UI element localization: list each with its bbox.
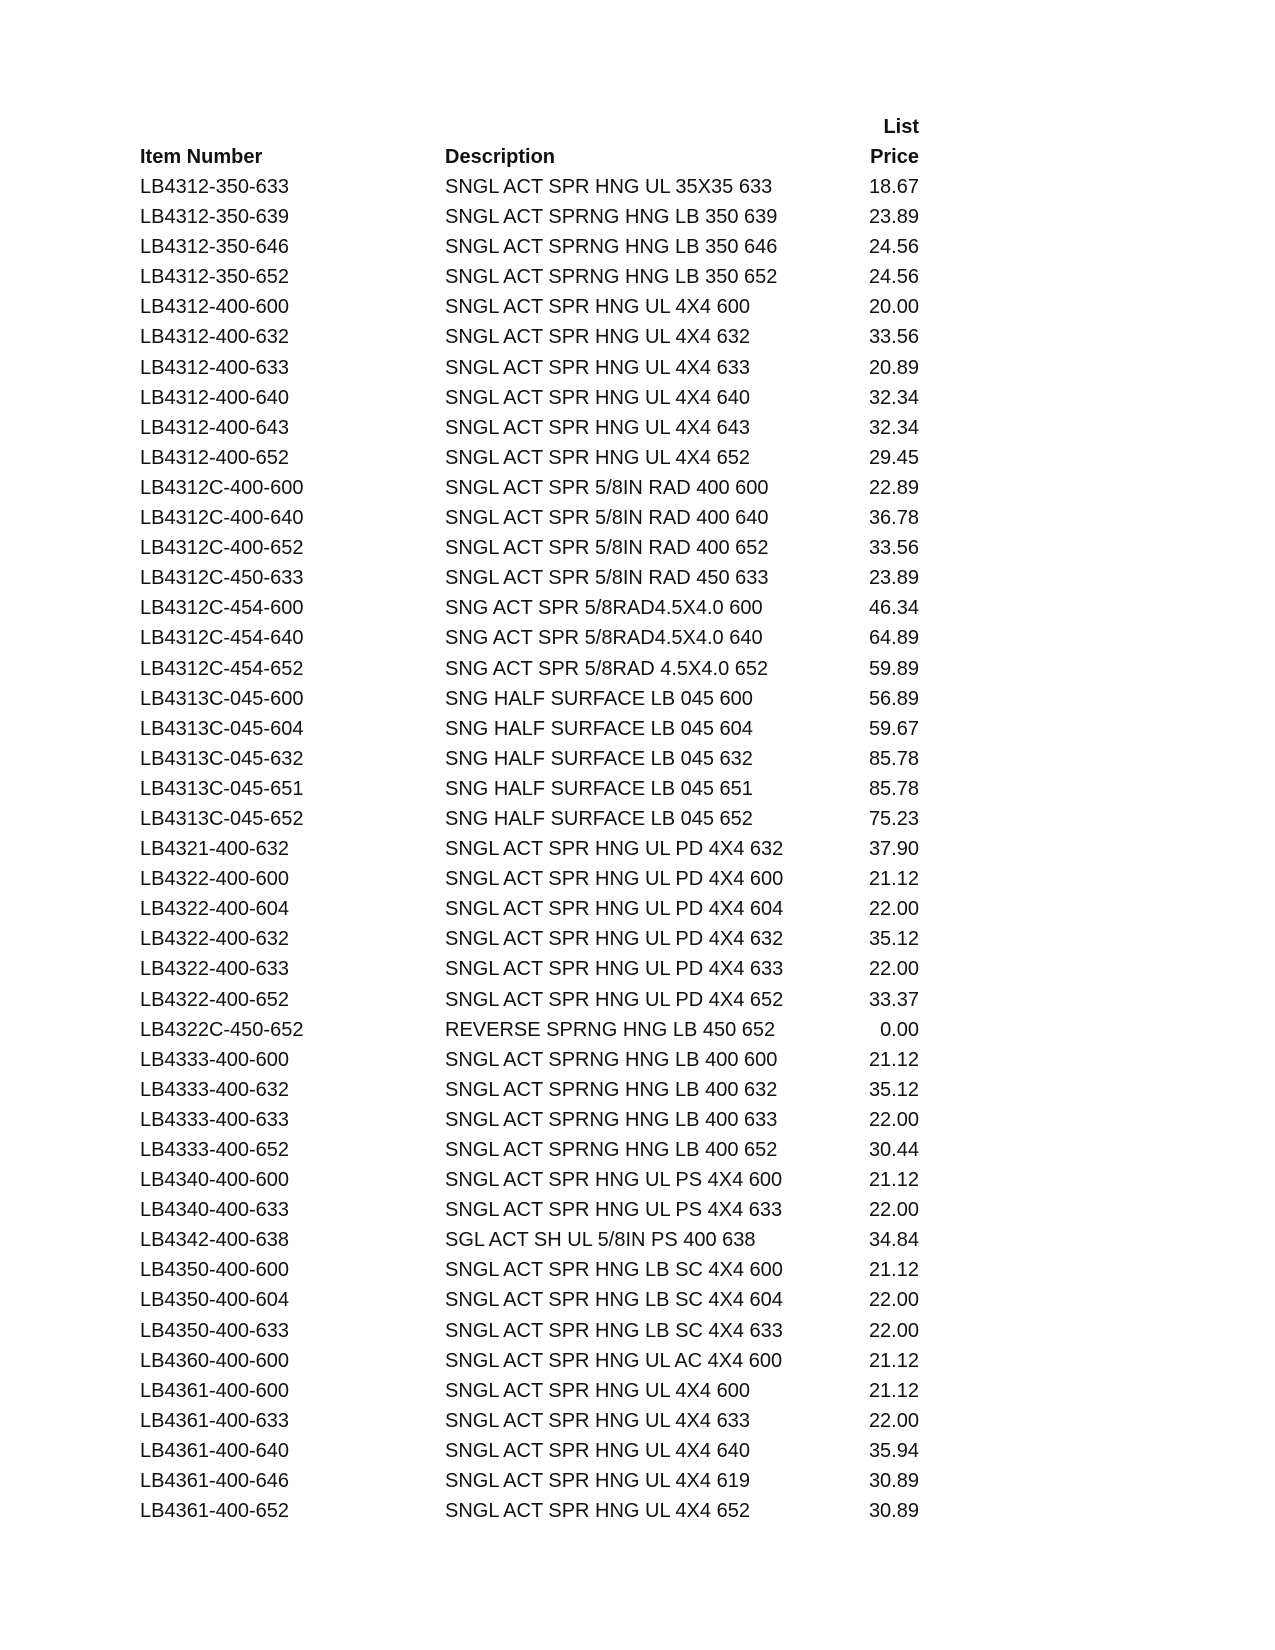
- item-number-cell: LB4312C-454-640: [140, 627, 304, 650]
- item-number-cell: LB4312-350-633: [140, 176, 290, 198]
- list-price-cell: 22.00: [868, 1108, 919, 1131]
- table-row: [0, 1135, 1275, 1165]
- header-list-price-line1: List: [883, 116, 919, 138]
- description-cell: SNGL ACT SPR HNG UL PD 4X4 633: [445, 958, 784, 981]
- item-number-cell: LB4322-400-632: [140, 928, 290, 951]
- list-price-cell: 32.34: [868, 416, 919, 439]
- item-number-cell: LB4312C-400-652: [140, 537, 304, 560]
- description-cell: SNGL ACT SPR HNG LB SC 4X4 633: [445, 1319, 783, 1342]
- description-cell: SNG ACT SPR 5/8RAD 4.5X4.0 652: [445, 657, 769, 680]
- item-number-cell: LB4312C-450-633: [140, 567, 304, 590]
- item-number-cell: LB4361-400-640: [140, 1439, 290, 1462]
- table-row: [0, 172, 1275, 202]
- item-number-cell: LB4313C-045-604: [140, 717, 304, 740]
- list-price-cell: 33.56: [868, 326, 919, 349]
- table-row: [0, 834, 1275, 864]
- table-row: [0, 383, 1275, 413]
- table-row: [0, 804, 1275, 834]
- table-row: [0, 1045, 1275, 1075]
- table-row: [0, 1466, 1275, 1496]
- table-row: [0, 1436, 1275, 1466]
- list-price-cell: 37.90: [868, 838, 919, 861]
- item-number-cell: LB4361-400-633: [140, 1409, 290, 1432]
- table-row: [0, 654, 1275, 684]
- table-row: [0, 1195, 1275, 1225]
- list-price-cell: 35.12: [868, 1078, 919, 1101]
- table-row: [0, 353, 1275, 383]
- item-number-cell: LB4350-400-633: [140, 1319, 290, 1342]
- table-row: [0, 322, 1275, 352]
- item-number-cell: LB4333-400-600: [140, 1048, 290, 1071]
- table-header: [0, 110, 1275, 172]
- list-price-cell: 18.67: [868, 176, 919, 198]
- description-cell: SNGL ACT SPRNG HNG LB 400 632: [445, 1078, 778, 1101]
- description-cell: SNGL ACT SPR HNG LB SC 4X4 600: [445, 1259, 783, 1282]
- list-price-cell: 24.56: [868, 266, 919, 289]
- table-row: [0, 503, 1275, 533]
- item-number-cell: LB4361-400-646: [140, 1470, 290, 1493]
- list-price-cell: 33.56: [868, 537, 919, 560]
- list-price-cell: 0.00: [880, 1018, 919, 1041]
- table-row: [0, 924, 1275, 954]
- description-cell: SNGL ACT SPRNG HNG LB 400 600: [445, 1048, 778, 1071]
- item-number-cell: LB4313C-045-652: [140, 807, 304, 830]
- table-row: [0, 1225, 1275, 1255]
- list-price-cell: 64.89: [868, 627, 919, 650]
- item-number-cell: LB4312C-400-640: [140, 507, 304, 530]
- item-number-cell: LB4312-400-633: [140, 356, 290, 379]
- header-description: Description: [445, 146, 556, 168]
- description-cell: SNGL ACT SPR HNG UL 4X4 652: [445, 446, 750, 469]
- list-price-cell: 34.84: [868, 1229, 919, 1252]
- list-price-cell: 20.89: [868, 356, 919, 379]
- description-cell: SNGL ACT SPR HNG UL PS 4X4 600: [445, 1169, 783, 1192]
- item-number-cell: LB4333-400-652: [140, 1139, 290, 1161]
- header-item-number: Item Number: [140, 146, 263, 168]
- list-price-cell: 22.00: [868, 1199, 919, 1222]
- list-price-cell: 29.45: [868, 446, 919, 469]
- item-number-cell: LB4322-400-652: [140, 988, 290, 1011]
- list-price-cell: 59.67: [868, 717, 919, 740]
- list-price-cell: 22.00: [868, 898, 919, 921]
- list-price-cell: 22.00: [868, 1319, 919, 1342]
- description-cell: SNGL ACT SPRNG HNG LB 400 633: [445, 1108, 778, 1131]
- table-row: [0, 1406, 1275, 1436]
- item-number-cell: LB4312-400-643: [140, 416, 290, 439]
- list-price-cell: 85.78: [868, 777, 919, 800]
- table-row: [0, 1165, 1275, 1195]
- description-cell: SNGL ACT SPR HNG UL 4X4 633: [445, 1409, 750, 1432]
- table-row: [0, 1285, 1275, 1315]
- table-row: [0, 684, 1275, 714]
- item-number-cell: LB4322-400-633: [140, 958, 290, 981]
- description-cell: SNGL ACT SPR HNG UL PD 4X4 632: [445, 928, 784, 951]
- description-cell: SNGL ACT SPRNG HNG LB 350 646: [445, 236, 778, 259]
- item-number-cell: LB4360-400-600: [140, 1349, 290, 1372]
- description-cell: SNGL ACT SPR HNG UL PD 4X4 632: [445, 838, 784, 861]
- table-row: [0, 714, 1275, 744]
- table-row: [0, 864, 1275, 894]
- table-row: [0, 985, 1275, 1015]
- list-price-cell: 32.34: [868, 386, 919, 409]
- list-price-cell: 21.12: [868, 1169, 919, 1192]
- table-row: [0, 623, 1275, 653]
- list-price-cell: 22.00: [868, 1289, 919, 1312]
- list-price-cell: 33.37: [868, 988, 919, 1011]
- list-price-cell: 22.00: [868, 958, 919, 981]
- table-body: [0, 172, 1275, 1526]
- item-number-cell: LB4333-400-632: [140, 1078, 290, 1101]
- list-price-cell: 22.89: [868, 476, 919, 499]
- description-cell: REVERSE SPRNG HNG LB 450 652: [445, 1018, 776, 1041]
- item-number-cell: LB4312-350-646: [140, 236, 290, 259]
- table-row: [0, 1496, 1275, 1526]
- table-row: [0, 1376, 1275, 1406]
- description-cell: SNGL ACT SPR HNG UL 35X35 633: [445, 176, 773, 198]
- item-number-cell: LB4350-400-604: [140, 1289, 290, 1312]
- list-price-cell: 21.12: [868, 1048, 919, 1071]
- item-number-cell: LB4322-400-600: [140, 868, 290, 891]
- list-price-cell: 30.44: [868, 1139, 919, 1161]
- list-price-cell: 85.78: [868, 747, 919, 770]
- list-price-cell: 30.89: [868, 1470, 919, 1493]
- header-list-price-line2: Price: [870, 146, 919, 168]
- item-number-cell: LB4333-400-633: [140, 1108, 290, 1131]
- item-number-cell: LB4312-400-640: [140, 386, 290, 409]
- description-cell: SNGL ACT SPR 5/8IN RAD 450 633: [445, 567, 769, 590]
- description-cell: SNG HALF SURFACE LB 045 604: [445, 717, 753, 740]
- list-price-cell: 21.12: [868, 1379, 919, 1402]
- item-number-cell: LB4313C-045-632: [140, 747, 304, 770]
- list-price-cell: 56.89: [868, 687, 919, 710]
- description-cell: SNG HALF SURFACE LB 045 600: [445, 687, 753, 710]
- header-list-price: [870, 112, 919, 172]
- list-price-cell: 21.12: [868, 868, 919, 891]
- list-price-cell: 30.89: [868, 1500, 919, 1523]
- item-number-cell: LB4312C-454-652: [140, 657, 304, 680]
- list-price-cell: 36.78: [868, 507, 919, 530]
- list-price-cell: 59.89: [868, 657, 919, 680]
- description-cell: SNG HALF SURFACE LB 045 651: [445, 777, 753, 800]
- list-price-cell: 75.23: [868, 807, 919, 830]
- table-row: [0, 1075, 1275, 1105]
- item-number-cell: LB4312-350-652: [140, 266, 290, 289]
- item-number-cell: LB4322C-450-652: [140, 1018, 304, 1041]
- table-row: [0, 1346, 1275, 1376]
- table-row: [0, 744, 1275, 774]
- description-cell: SNGL ACT SPR HNG UL 4X4 640: [445, 386, 750, 409]
- table-row: [0, 533, 1275, 563]
- description-cell: SNGL ACT SPR HNG UL PD 4X4 600: [445, 868, 784, 891]
- list-price-cell: 46.34: [868, 597, 919, 620]
- item-number-cell: LB4361-400-652: [140, 1500, 290, 1523]
- description-cell: SNGL ACT SPR 5/8IN RAD 400 640: [445, 507, 769, 530]
- description-cell: SNG ACT SPR 5/8RAD4.5X4.0 640: [445, 627, 763, 650]
- description-cell: SGL ACT SH UL 5/8IN PS 400 638: [445, 1229, 756, 1252]
- item-number-cell: LB4340-400-600: [140, 1169, 290, 1192]
- list-price-cell: 21.12: [868, 1259, 919, 1282]
- description-cell: SNGL ACT SPR HNG UL 4X4 652: [445, 1500, 750, 1523]
- table-row: [0, 443, 1275, 473]
- item-number-cell: LB4340-400-633: [140, 1199, 290, 1222]
- table-row: [0, 262, 1275, 292]
- table-row: [0, 202, 1275, 232]
- table-row: [0, 563, 1275, 593]
- description-cell: SNGL ACT SPR HNG LB SC 4X4 604: [445, 1289, 783, 1312]
- item-number-cell: LB4312-400-652: [140, 446, 290, 469]
- description-cell: SNGL ACT SPR HNG UL 4X4 600: [445, 1379, 750, 1402]
- description-cell: SNG HALF SURFACE LB 045 652: [445, 807, 753, 830]
- table-row: [0, 774, 1275, 804]
- item-number-cell: LB4313C-045-651: [140, 777, 304, 800]
- description-cell: SNGL ACT SPR HNG UL PD 4X4 652: [445, 988, 784, 1011]
- item-number-cell: LB4342-400-638: [140, 1229, 290, 1252]
- description-cell: SNGL ACT SPRNG HNG LB 350 652: [445, 266, 778, 289]
- description-cell: SNGL ACT SPRNG HNG LB 400 652: [445, 1139, 778, 1161]
- description-cell: SNGL ACT SPR HNG UL PS 4X4 633: [445, 1199, 783, 1222]
- item-number-cell: LB4312-350-639: [140, 206, 290, 229]
- description-cell: SNGL ACT SPR HNG UL 4X4 619: [445, 1470, 750, 1493]
- list-price-cell: 21.12: [868, 1349, 919, 1372]
- item-number-cell: LB4361-400-600: [140, 1379, 290, 1402]
- table-row: [0, 954, 1275, 984]
- table-row: [0, 1255, 1275, 1285]
- description-cell: SNGL ACT SPR 5/8IN RAD 400 652: [445, 537, 769, 560]
- table-row: [0, 593, 1275, 623]
- description-cell: SNGL ACT SPR HNG UL 4X4 640: [445, 1439, 750, 1462]
- table-row: [0, 1105, 1275, 1135]
- description-cell: SNGL ACT SPR HNG UL AC 4X4 600: [445, 1349, 783, 1372]
- table-row: [0, 473, 1275, 503]
- item-number-cell: LB4350-400-600: [140, 1259, 290, 1282]
- list-price-cell: 35.12: [868, 928, 919, 951]
- item-number-cell: LB4322-400-604: [140, 898, 290, 921]
- item-number-cell: LB4312C-454-600: [140, 597, 304, 620]
- list-price-cell: 24.56: [868, 236, 919, 259]
- item-number-cell: LB4312C-400-600: [140, 476, 304, 499]
- item-number-cell: LB4312-400-600: [140, 296, 290, 319]
- table-row: [0, 232, 1275, 262]
- table-row: [0, 1316, 1275, 1346]
- table-row: [0, 1015, 1275, 1045]
- list-price-cell: 35.94: [868, 1439, 919, 1462]
- table-row: [0, 292, 1275, 322]
- description-cell: SNGL ACT SPR 5/8IN RAD 400 600: [445, 476, 769, 499]
- table-row: [0, 894, 1275, 924]
- description-cell: SNGL ACT SPR HNG UL 4X4 632: [445, 326, 750, 349]
- list-price-cell: 23.89: [868, 567, 919, 590]
- description-cell: SNG HALF SURFACE LB 045 632: [445, 747, 753, 770]
- list-price-cell: 22.00: [868, 1409, 919, 1432]
- list-price-cell: 23.89: [868, 206, 919, 229]
- description-cell: SNG ACT SPR 5/8RAD4.5X4.0 600: [445, 597, 763, 620]
- item-number-cell: LB4313C-045-600: [140, 687, 304, 710]
- description-cell: SNGL ACT SPR HNG UL PD 4X4 604: [445, 898, 784, 921]
- table-row: [0, 413, 1275, 443]
- description-cell: SNGL ACT SPR HNG UL 4X4 643: [445, 416, 750, 439]
- item-number-cell: LB4312-400-632: [140, 326, 290, 349]
- list-price-cell: 20.00: [868, 296, 919, 319]
- description-cell: SNGL ACT SPRNG HNG LB 350 639: [445, 206, 778, 229]
- description-cell: SNGL ACT SPR HNG UL 4X4 600: [445, 296, 750, 319]
- description-cell: SNGL ACT SPR HNG UL 4X4 633: [445, 356, 750, 379]
- item-number-cell: LB4321-400-632: [140, 838, 290, 861]
